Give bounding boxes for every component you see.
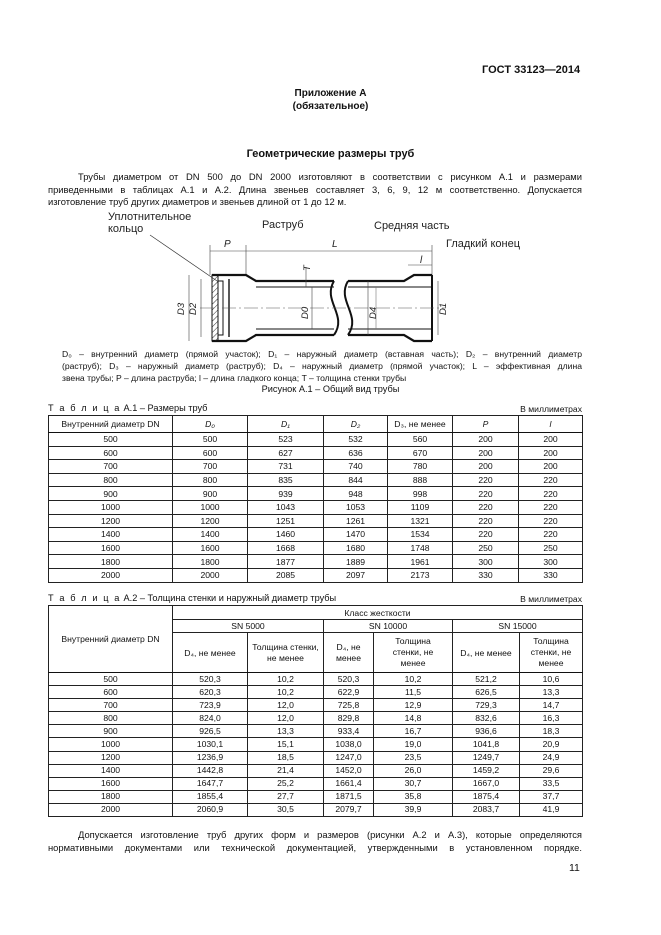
table-cell: 626,5 (453, 686, 520, 699)
table-cell: 1680 (324, 541, 388, 555)
table-cell: 39,9 (374, 803, 453, 816)
dim-d4: D4 (368, 306, 379, 319)
col-header-d3: D₃, не менее (388, 416, 453, 433)
col-header-stiffness-class: Класс жесткости (173, 606, 583, 620)
intro-paragraph (48, 171, 582, 209)
table-cell: 13,3 (520, 686, 583, 699)
table-row (49, 712, 583, 725)
pipe-drawing (0, 205, 661, 347)
table-cell: 521,2 (453, 673, 520, 686)
table-cell: 2085 (248, 568, 324, 582)
table-cell: 23,5 (374, 751, 453, 764)
table-cell: 844 (324, 473, 388, 487)
appendix-subtitle: (обязательное) (292, 101, 369, 112)
table-cell: 926,5 (173, 725, 248, 738)
table-cell: 30,7 (374, 777, 453, 790)
table-cell: 780 (388, 460, 453, 474)
intro-line: Трубы диаметром от DN 500 до DN 2000 изготовляют в соответствии с рисунком А.1 и размерами (78, 171, 582, 182)
table-row (49, 555, 583, 569)
table-pipe-dimensions (48, 415, 583, 583)
col-header-d2: D₂ (324, 416, 388, 433)
table-cell: 600 (173, 446, 248, 460)
table-cell: 740 (324, 460, 388, 474)
table-cell: 620,3 (173, 686, 248, 699)
table-cell: 731 (248, 460, 324, 474)
table-cell: 1875,4 (453, 790, 520, 803)
dim-d1: D1 (438, 302, 449, 315)
table-cell: 1647,7 (173, 777, 248, 790)
table-cell: 1000 (173, 500, 248, 514)
table-cell: 200 (453, 433, 519, 447)
col-header-d0: D₀ (173, 416, 248, 433)
table-cell: 560 (388, 433, 453, 447)
table-row (49, 473, 583, 487)
table-cell: 15,1 (248, 738, 324, 751)
dim-d3: D3 (176, 302, 187, 315)
table-wall-thickness (48, 605, 583, 817)
table-cell: 19,0 (374, 738, 453, 751)
table-cell: 1038,0 (324, 738, 374, 751)
table-cell: 35,8 (374, 790, 453, 803)
col-header-d4: D₄, не менее (453, 633, 520, 673)
table-cell: 1400 (49, 528, 173, 542)
table-cell: 220 (519, 528, 583, 542)
col-header-dn: Внутренний диаметр DN (49, 606, 173, 673)
table-row (49, 433, 583, 447)
table-cell: 1000 (49, 738, 173, 751)
table-cell: 1321 (388, 514, 453, 528)
note-line: нормативными документами или технической документацией, утвержденными в установленном порядке. (48, 842, 582, 853)
col-header-dn: Внутренний диаметр DN (49, 416, 173, 433)
col-header-sn5000: SN 5000 (173, 620, 324, 633)
table-cell: 1800 (49, 790, 173, 803)
table-cell: 800 (49, 712, 173, 725)
intro-line: изготовление труб других диаметров и звеньев длиной от 1 до 12 м. (48, 196, 347, 207)
table-cell: 1800 (173, 555, 248, 569)
table-cell: 12,0 (248, 699, 324, 712)
table-cell: 1889 (324, 555, 388, 569)
table-cell: 670 (388, 446, 453, 460)
table-cell: 1109 (388, 500, 453, 514)
table-row (49, 790, 583, 803)
figure-legend (62, 348, 582, 384)
table-cell: 10,2 (248, 673, 324, 686)
legend-line: звена трубы; P – длина раструба; l – длина гладкого конца; T – толщина стенки трубы (62, 373, 407, 383)
table-cell: 13,3 (248, 725, 324, 738)
table-cell: 220 (453, 528, 519, 542)
table-cell: 200 (519, 433, 583, 447)
table-cell: 200 (453, 446, 519, 460)
table-cell: 939 (248, 487, 324, 501)
table-cell: 627 (248, 446, 324, 460)
table-cell: 21,4 (248, 764, 324, 777)
table-cell: 18,3 (520, 725, 583, 738)
col-header-thickness: Толщина стенки, не менее (374, 633, 453, 673)
table-cell: 16,7 (374, 725, 453, 738)
table-row (49, 699, 583, 712)
label-seal-ring-2: кольцо (108, 223, 144, 235)
table-cell: 220 (453, 500, 519, 514)
table-cell: 832,6 (453, 712, 520, 725)
table-cell: 636 (324, 446, 388, 460)
table-cell: 800 (173, 473, 248, 487)
table-cell: 29,6 (520, 764, 583, 777)
table-cell: 200 (453, 460, 519, 474)
table-cell: 824,0 (173, 712, 248, 725)
table-row (49, 777, 583, 790)
table-cell: 1030,1 (173, 738, 248, 751)
table-cell: 1000 (49, 500, 173, 514)
table-cell: 1459,2 (453, 764, 520, 777)
table-cell: 1661,4 (324, 777, 374, 790)
table-cell: 300 (453, 555, 519, 569)
dim-l: L (332, 239, 338, 250)
table-cell: 1247,0 (324, 751, 374, 764)
table-cell: 10,2 (248, 686, 324, 699)
table-cell: 330 (453, 568, 519, 582)
dim-l-small: l (420, 255, 423, 266)
table-cell: 1261 (324, 514, 388, 528)
page-number: 11 (569, 862, 580, 874)
table-cell: 1534 (388, 528, 453, 542)
table-cell: 1452,0 (324, 764, 374, 777)
figure-caption: Рисунок А.1 – Общий вид трубы (261, 384, 400, 394)
table-cell: 27,7 (248, 790, 324, 803)
table2-caption: Т а б л и ц а А.2 – Толщина стенки и наружный диаметр трубы (48, 593, 337, 603)
table-cell: 26,0 (374, 764, 453, 777)
col-header-d1: D₁ (248, 416, 324, 433)
table-row (49, 528, 583, 542)
table-cell: 729,3 (453, 699, 520, 712)
table-cell: 532 (324, 433, 388, 447)
table-header-row (49, 416, 583, 433)
table1-units: В миллиметрах (520, 404, 582, 414)
table-cell: 1043 (248, 500, 324, 514)
table-cell: 2083,7 (453, 803, 520, 816)
table-cell: 1041,8 (453, 738, 520, 751)
table-cell: 1800 (49, 555, 173, 569)
table-cell: 250 (453, 541, 519, 555)
label-seal-ring: Уплотнительное (108, 211, 192, 223)
table-cell: 600 (49, 446, 173, 460)
col-header-sn10000: SN 10000 (324, 620, 453, 633)
note-line: Допускается изготовление труб других форм и размеров (рисунки А.2 и А.3), которые определяются (78, 829, 582, 840)
table-cell: 10,2 (374, 673, 453, 686)
table-cell: 723,9 (173, 699, 248, 712)
table-cell: 998 (388, 487, 453, 501)
table-cell: 1200 (49, 514, 173, 528)
table-cell: 1668 (248, 541, 324, 555)
table-cell: 20,9 (520, 738, 583, 751)
label-spigot: Гладкий конец (446, 238, 520, 250)
standard-number: ГОСТ 33123—2014 (482, 64, 581, 76)
table-cell: 11,5 (374, 686, 453, 699)
intro-line: приведенными в таблицах А.1 и А.2. Длина звеньев составляет 3, 6, 9, 12 м соответственно. Допускается (48, 183, 582, 195)
table-cell: 523 (248, 433, 324, 447)
table-cell: 835 (248, 473, 324, 487)
table-cell: 500 (49, 673, 173, 686)
table-cell: 220 (453, 487, 519, 501)
legend-line: D₀ – внутренний диаметр (прямой участок); D₁ – наружный диаметр (вставная часть); D₂ – внутренний диаметр (62, 349, 582, 359)
table-cell: 933,4 (324, 725, 374, 738)
table-row (49, 738, 583, 751)
col-header-d4: D₄, не менее (324, 633, 374, 673)
table-cell: 900 (49, 725, 173, 738)
table-row (49, 568, 583, 582)
table-cell: 33,5 (520, 777, 583, 790)
table-cell: 220 (453, 514, 519, 528)
table-cell: 1236,9 (173, 751, 248, 764)
dim-d0: D0 (300, 306, 311, 319)
col-header-thickness: Толщина стенки, не менее (248, 633, 324, 673)
table-cell: 1470 (324, 528, 388, 542)
table-cell: 2173 (388, 568, 453, 582)
table-row (49, 751, 583, 764)
table-row (49, 487, 583, 501)
table-cell: 1200 (49, 751, 173, 764)
table-row (49, 803, 583, 816)
legend-line: (раструб); D₃ – наружный диаметр (раструб); D₄ – наружный диаметр (прямой участок); L – эффективная длина (62, 361, 582, 371)
table1-caption: Т а б л и ц а А.1 – Размеры труб (48, 403, 208, 413)
table-row (49, 446, 583, 460)
table-cell: 2000 (49, 803, 173, 816)
col-header-l: l (519, 416, 583, 433)
col-header-d4: D₄, не менее (173, 633, 248, 673)
table-cell: 1400 (49, 764, 173, 777)
table-cell: 622,9 (324, 686, 374, 699)
table-cell: 500 (173, 433, 248, 447)
table-cell: 25,2 (248, 777, 324, 790)
table-cell: 1053 (324, 500, 388, 514)
table-cell: 18,5 (248, 751, 324, 764)
table-cell: 1249,7 (453, 751, 520, 764)
table-cell: 1400 (173, 528, 248, 542)
dim-d2: D2 (188, 302, 199, 315)
table-row (49, 541, 583, 555)
col-header-p: P (453, 416, 519, 433)
table-cell: 30,5 (248, 803, 324, 816)
table-row (49, 514, 583, 528)
table-row (49, 764, 583, 777)
table-cell: 14,8 (374, 712, 453, 725)
section-title: Геометрические размеры труб (246, 148, 415, 160)
table-cell: 1600 (49, 541, 173, 555)
table-cell: 2097 (324, 568, 388, 582)
table-cell: 520,3 (173, 673, 248, 686)
table-cell: 12,0 (248, 712, 324, 725)
table-cell: 220 (519, 500, 583, 514)
table-cell: 12,9 (374, 699, 453, 712)
label-socket: Раструб (262, 219, 304, 231)
table-cell: 1200 (173, 514, 248, 528)
table-cell: 1600 (173, 541, 248, 555)
table-cell: 2000 (49, 568, 173, 582)
table-cell: 700 (173, 460, 248, 474)
table-cell: 1877 (248, 555, 324, 569)
table-cell: 725,8 (324, 699, 374, 712)
col-header-sn15000: SN 15000 (453, 620, 583, 633)
table-cell: 14,7 (520, 699, 583, 712)
table-cell: 888 (388, 473, 453, 487)
table-cell: 220 (519, 487, 583, 501)
table-row (49, 673, 583, 686)
table-cell: 900 (173, 487, 248, 501)
table-cell: 700 (49, 460, 173, 474)
table-cell: 1871,5 (324, 790, 374, 803)
table-row (49, 725, 583, 738)
table-cell: 2079,7 (324, 803, 374, 816)
table-cell: 948 (324, 487, 388, 501)
table-cell: 900 (49, 487, 173, 501)
table-row (49, 686, 583, 699)
table-cell: 829,8 (324, 712, 374, 725)
table-cell: 200 (519, 460, 583, 474)
dim-t: T (302, 265, 313, 271)
table-row (49, 460, 583, 474)
table-cell: 1251 (248, 514, 324, 528)
table-cell: 10,6 (520, 673, 583, 686)
label-middle-part: Средняя часть (374, 220, 450, 232)
table-cell: 500 (49, 433, 173, 447)
table-cell: 220 (453, 473, 519, 487)
table-cell: 250 (519, 541, 583, 555)
dim-p: P (224, 239, 231, 250)
table-header-row (49, 606, 583, 620)
table-cell: 600 (49, 686, 173, 699)
table-cell: 1442,8 (173, 764, 248, 777)
appendix-title: Приложение А (294, 88, 367, 99)
table-cell: 1855,4 (173, 790, 248, 803)
closing-paragraph (48, 828, 582, 854)
table-cell: 220 (519, 473, 583, 487)
table-cell: 300 (519, 555, 583, 569)
table-cell: 37,7 (520, 790, 583, 803)
table-cell: 1961 (388, 555, 453, 569)
table-cell: 520,3 (324, 673, 374, 686)
table2-units: В миллиметрах (520, 594, 582, 604)
table-cell: 700 (49, 699, 173, 712)
table-cell: 800 (49, 473, 173, 487)
table-cell: 936,6 (453, 725, 520, 738)
col-header-thickness: Толщина стенки, не менее (520, 633, 583, 673)
table-cell: 1748 (388, 541, 453, 555)
table-cell: 200 (519, 446, 583, 460)
table-cell: 330 (519, 568, 583, 582)
table-row (49, 500, 583, 514)
table-cell: 1460 (248, 528, 324, 542)
table-cell: 1667,0 (453, 777, 520, 790)
table-cell: 16,3 (520, 712, 583, 725)
table-cell: 1600 (49, 777, 173, 790)
table-cell: 24,9 (520, 751, 583, 764)
table-cell: 2000 (173, 568, 248, 582)
table-cell: 41,9 (520, 803, 583, 816)
table-cell: 2060,9 (173, 803, 248, 816)
table-cell: 220 (519, 514, 583, 528)
